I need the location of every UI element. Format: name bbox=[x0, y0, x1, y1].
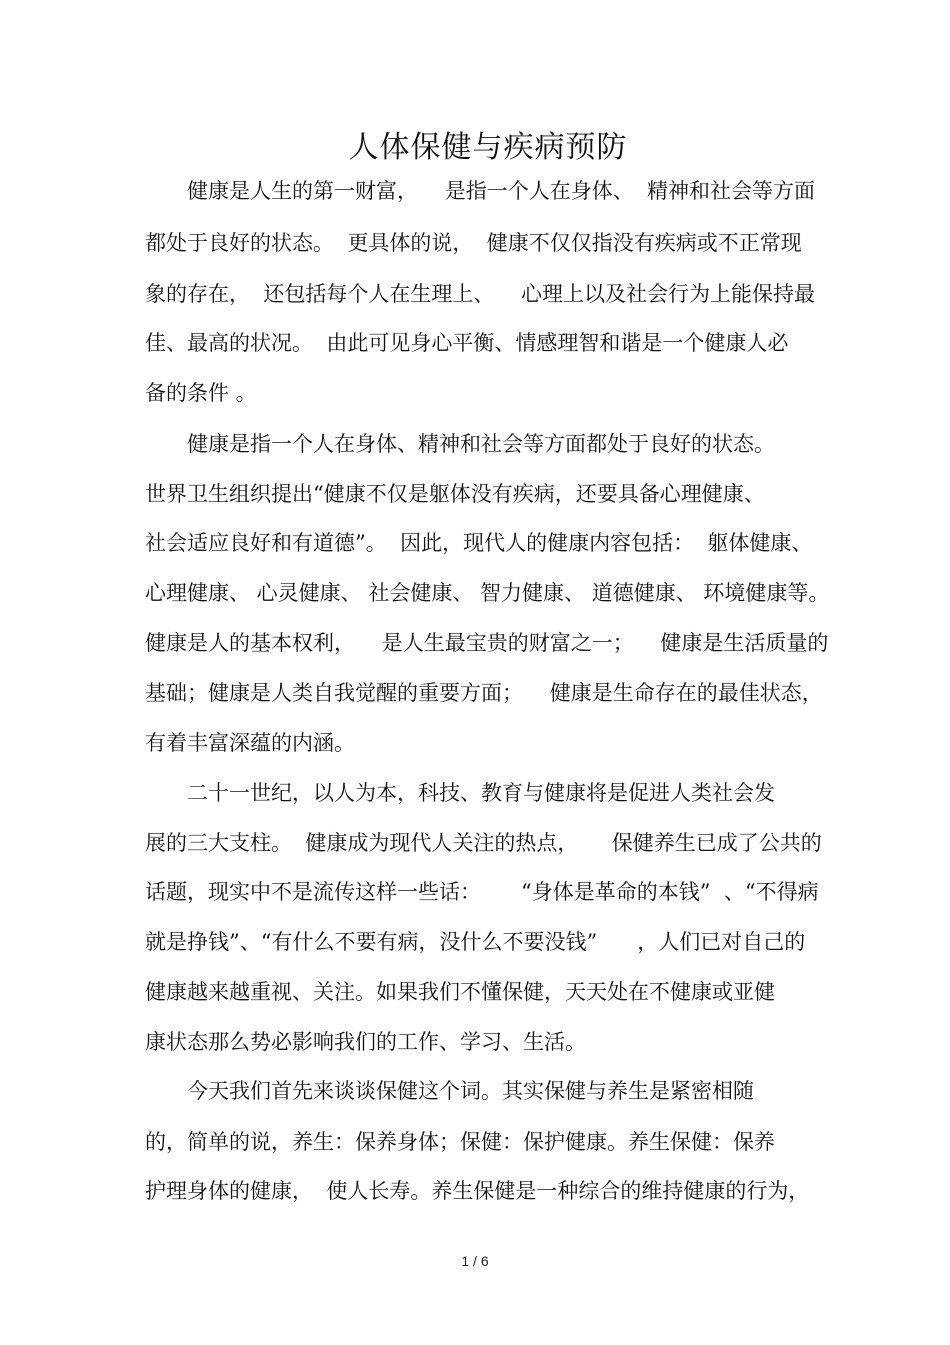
paragraph-4-line-1: 今天我们首先来谈谈保健这个词。其实保健与养生是紧密相随 bbox=[187, 1079, 754, 1103]
paragraph-2-line-3: 社会适应良好和有道德”。 因此，现代人的健康内容包括： 躯体健康、 bbox=[145, 531, 813, 555]
paragraph-3-line-1: 二十一世纪，以人为本，科技、教育与健康将是促进人类社会发 bbox=[187, 781, 775, 805]
paragraph-2-line-2: 世界卫生组织提出“健康不仅是躯体没有疾病，还要具备心理健康、 bbox=[145, 482, 765, 506]
paragraph-2-line-6: 基础；健康是人类自我觉醒的重要方面； 健康是生命存在的最佳状态， bbox=[145, 681, 823, 705]
paragraph-2-line-7: 有着丰富深蕴的内涵。 bbox=[145, 731, 355, 755]
paragraph-3-line-4: 就是挣钱”、“有什么不要有病，没什么不要没钱” ，人们已对自己的 bbox=[145, 930, 806, 954]
paragraph-1-line-4: 佳、最高的状况。 由此可见身心平衡、情感理智和谐是一个健康人必 bbox=[145, 331, 789, 355]
paragraph-2-line-5: 健康是人的基本权利， 是人生最宝贵的财富之一； 健康是生活质量的 bbox=[145, 631, 829, 655]
paragraph-2-line-1: 健康是指一个人在身体、精神和社会等方面都处于良好的状态。 bbox=[187, 432, 775, 456]
paragraph-4-line-2: 的，简单的说，养生：保养身体；保健：保护健康。养生保健：保养 bbox=[145, 1130, 775, 1154]
paragraph-2-line-4: 心理健康、 心灵健康、 社会健康、 智力健康、 道德健康、 环境健康等。 bbox=[145, 581, 830, 605]
document-title: 人体保健与疾病预防 bbox=[348, 130, 628, 165]
paragraph-3-line-3: 话题，现实中不是流传这样一些话： “身体是革命的本钱” 、“不得病 bbox=[145, 880, 819, 904]
paragraph-1-line-1: 健康是人生的第一财富， 是指一个人在身体、 精神和社会等方面 bbox=[187, 179, 816, 203]
paragraph-4-line-3: 护理身体的健康， 使人长寿。养生保健是一种综合的维持健康的行为， bbox=[145, 1179, 810, 1203]
paragraph-3-line-5: 健康越来越重视、关注。如果我们不懂保健，天天处在不健康或亚健 bbox=[145, 980, 775, 1004]
paragraph-1-line-3: 象的存在， 还包括每个人在生理上、 心理上以及社会行为上能保持最 bbox=[145, 282, 816, 306]
paragraph-3-line-6: 康状态那么势必影响我们的工作、学习、生活。 bbox=[145, 1030, 586, 1054]
paragraph-3-line-2: 展的三大支柱。 健康成为现代人关注的热点， 保健养生已成了公共的 bbox=[145, 831, 822, 855]
paragraph-1-line-5: 备的条件 。 bbox=[145, 381, 257, 405]
page-indicator: 1 / 6 bbox=[461, 1253, 489, 1269]
paragraph-1-line-2: 都处于良好的状态。 更具体的说， 健康不仅仅指没有疾病或不正常现 bbox=[145, 231, 802, 255]
